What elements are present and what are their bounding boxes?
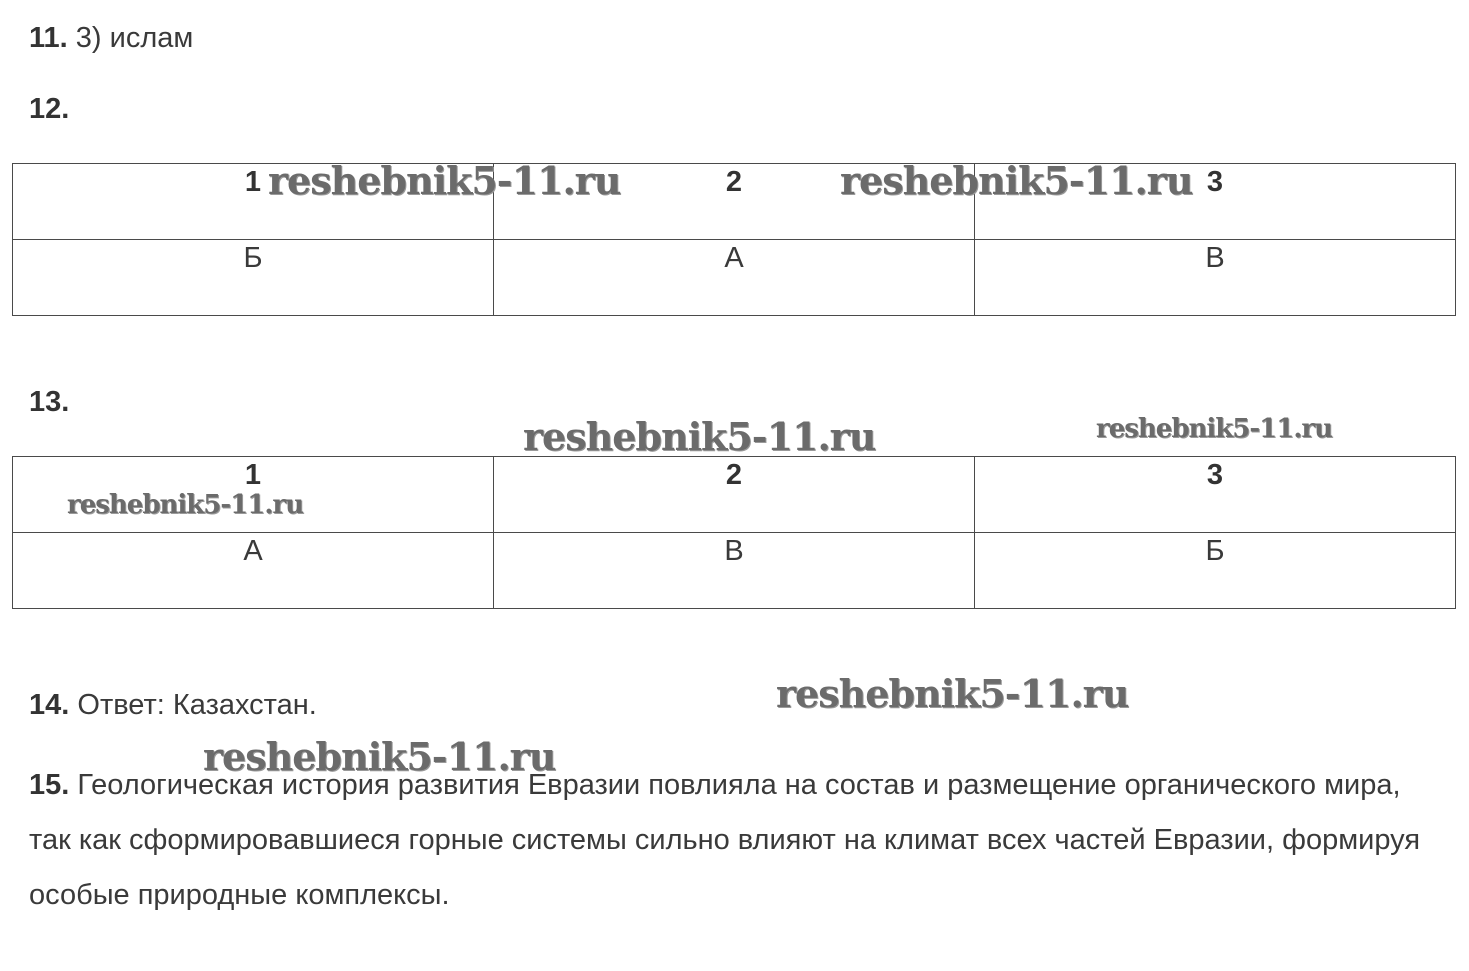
- watermark: reshebnik5-11.ru: [203, 734, 556, 779]
- table-header-cell: 1: [13, 164, 494, 240]
- table-cell: В: [975, 240, 1456, 316]
- answer-15-text: Геологическая история развития Евразии повлияла на состав и размещение органического мира, так как сформировавшиеся горные системы сильно влияют на климат всех частей Евразии, формируя особые природные комплексы.: [29, 769, 1421, 911]
- watermark: reshebnik5-11.ru: [776, 671, 1129, 716]
- watermark: reshebnik5-11.ru: [1096, 414, 1333, 444]
- answer-11: [29, 20, 193, 56]
- table-header-cell: 3: [975, 457, 1456, 533]
- watermark: reshebnik5-11.ru: [523, 414, 876, 459]
- table-header-cell: 1: [13, 457, 494, 533]
- answer-13-label: [29, 384, 69, 420]
- table-cell: А: [13, 533, 494, 609]
- answer-12-label: [29, 91, 69, 127]
- table-header-cell: 2: [494, 164, 975, 240]
- watermark: reshebnik5-11.ru: [67, 490, 304, 520]
- answer-15: [29, 758, 1449, 923]
- watermark: reshebnik5-11.ru: [268, 158, 621, 203]
- answer-13-table: [12, 456, 1456, 609]
- table-cell: Б: [975, 533, 1456, 609]
- question-number-11: 11.: [29, 22, 68, 54]
- table-header-cell: 3: [975, 164, 1456, 240]
- answer-14-text: Ответ: Казахстан.: [77, 689, 317, 721]
- table-row: [13, 240, 1456, 316]
- question-number-12: 12.: [29, 93, 70, 125]
- answer-14: [29, 687, 317, 723]
- table-header-cell: 2: [494, 457, 975, 533]
- answer-12-table: [12, 163, 1456, 316]
- table-row: [13, 533, 1456, 609]
- question-number-13: 13.: [29, 386, 70, 418]
- table-cell: Б: [13, 240, 494, 316]
- table-header-row: [13, 164, 1456, 240]
- watermark: reshebnik5-11.ru: [840, 158, 1193, 203]
- table-cell: В: [494, 533, 975, 609]
- answer-11-text: 3) ислам: [75, 22, 194, 54]
- question-number-14: 14.: [29, 689, 70, 721]
- table-cell: А: [494, 240, 975, 316]
- question-number-15: 15.: [29, 769, 70, 801]
